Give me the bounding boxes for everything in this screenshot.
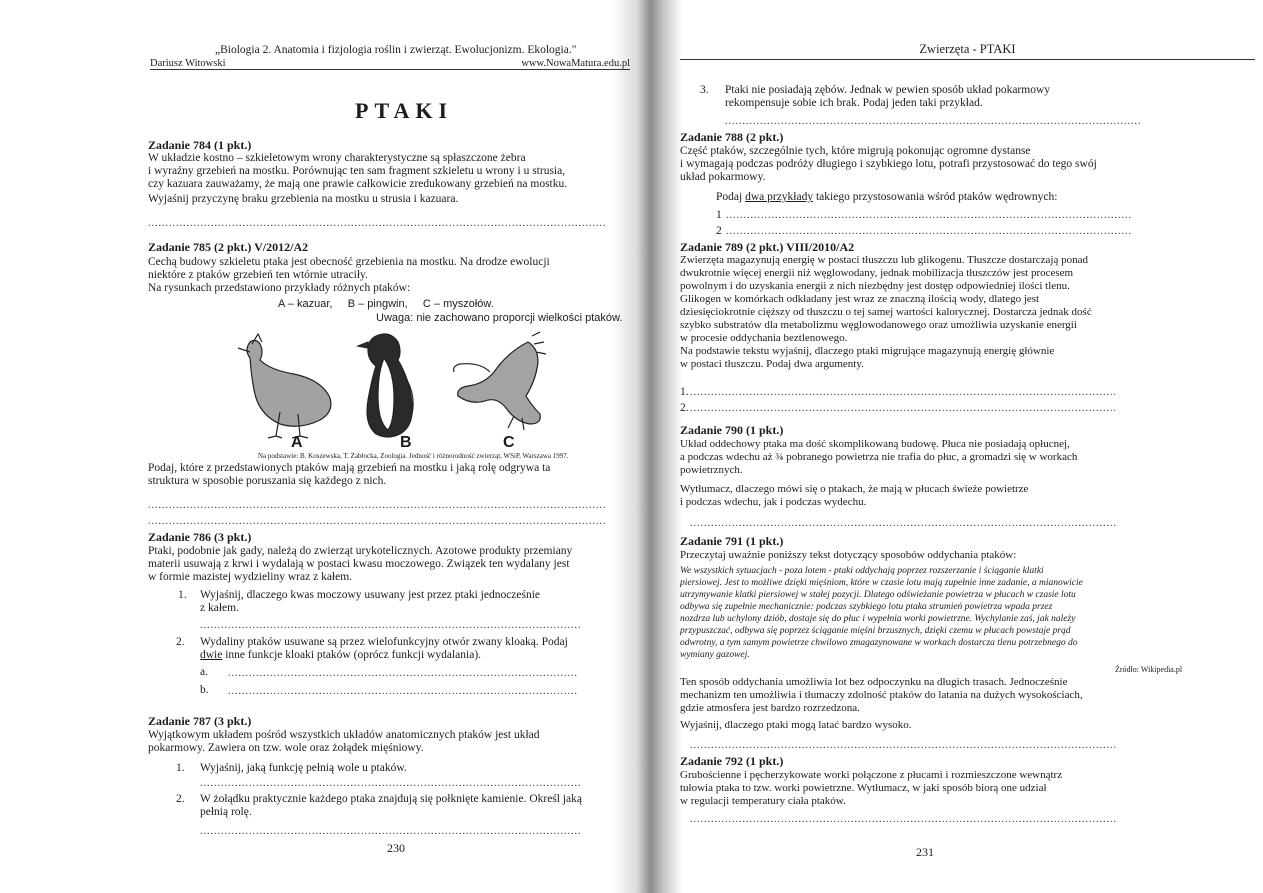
answer-line[interactable]: .......................................................................................................................... — [690, 403, 1117, 414]
penguin-drawing-icon — [358, 334, 413, 437]
answer-line[interactable]: .................................................................................................................... — [726, 226, 1132, 237]
text-line: Ptaki, podobnie jak gady, należą do zwierząt urykotelicznych. Azotowe produkty przemiany — [148, 545, 573, 557]
text-line: powolnym i do uzyskania energii z nich niezbędny jest dostęp odpowiedniej ilości tlenu. — [680, 280, 1070, 292]
underlined-phrase: dwa przykłady — [745, 191, 814, 203]
task-788-question — [716, 191, 1057, 204]
text-line: W żołądku praktycznie każdego ptaka znajdują się połknięte kamienie. Określ jaką — [200, 793, 583, 805]
text-line: pokarmowy. Zawiera on tzw. wole oraz żołądek mięśniowy. — [148, 742, 424, 754]
text-line: materii usuwają z krwi i wydalają w postaci kwasu moczowego. Związek ten wydalany jest — [148, 558, 570, 570]
task-791-intro: Przeczytaj uważnie poniższy tekst dotyczący sposobów oddychania ptaków: — [680, 549, 1017, 561]
quote-source: Źródło: Wikipedia.pl — [1115, 665, 1183, 674]
text-line: w procesie oddychania beztlenowego. — [680, 332, 848, 344]
answer-line[interactable]: ................................................................................................................................... — [148, 218, 607, 229]
birds-figure — [228, 328, 558, 440]
task-787-q2 — [200, 793, 620, 819]
answer-line[interactable]: .......................................................................................................................... — [690, 518, 1117, 529]
text-line: szybko substratów dla metabolizmu węglowodanowego oraz umożliwia uzyskanie energii — [680, 319, 1077, 331]
text-line: z kałem. — [200, 602, 239, 614]
text-line: Wyjaśnij przyczynę braku grzebienia na mostku u strusia i kazuara. — [148, 193, 459, 205]
answer-line[interactable]: .................................................................................................... — [228, 668, 578, 679]
answer-line[interactable]: .......................................................................................................................... — [690, 740, 1117, 751]
answer-label-b: b. — [200, 684, 209, 696]
text-line: Wyjaśnij, dlaczego kwas moczowy usuwany jest przez ptaki jednocześnie — [200, 589, 541, 601]
answer-line[interactable]: ............................................................................................................. — [200, 620, 582, 631]
task-786-q1 — [200, 589, 620, 615]
text-line: rekompensuje sobie ich brak. Podaj jeden taki przykład. — [725, 97, 983, 109]
task-785-question — [148, 462, 623, 488]
task-787-q3 — [725, 84, 1180, 110]
right-header: Zwierzęta - PTAKI — [680, 42, 1255, 60]
task-788-text — [680, 145, 1178, 184]
answer-line[interactable]: ................................................................................................................................... — [148, 500, 607, 511]
task-786-heading: Zadanie 786 (3 pkt.) — [148, 530, 252, 544]
cassowary-drawing-icon — [238, 334, 331, 438]
answer-line[interactable]: ............................................................................................................. — [200, 778, 582, 789]
text-span: takiego przystosowania wśród ptaków wędrownych: — [813, 191, 1058, 203]
text-line: czy kazuara zauważamy, że mają one prawie całkowicie zredukowany grzebień na mostku. — [148, 178, 568, 190]
text-line: w formie mazistej wydzieliny wraz z kałem. — [148, 571, 353, 583]
task-787-q1: Wyjaśnij, jaką funkcję pełnią wole u ptaków. — [200, 762, 407, 774]
q-number: 2. — [176, 636, 185, 648]
page-number: 230 — [387, 841, 405, 855]
task-791-quote — [680, 565, 1178, 661]
answer-line[interactable]: .................................................................................................................... — [726, 210, 1132, 221]
bird-legend: A – kazuar, B – pingwin, C – myszołów. — [278, 298, 494, 310]
text-line: Glikogen w komórkach odkładany jest wraz ze znaczną ilością wody, dlatego jest — [680, 293, 1040, 305]
task-784-text — [148, 152, 623, 206]
answer-number-2: 2. — [680, 402, 689, 414]
answer-line[interactable]: .......................................................................................................................... — [690, 387, 1117, 398]
proportion-note: Uwaga: nie zachowano proporcji wielkości ptaków. — [376, 312, 623, 324]
quote-line: utrzymywanie klatki piersiowej w stałej pozycji. Dlatego odświeżanie powietrza w płucach w czasie lotu — [680, 590, 1076, 600]
text-line: Grubościenne i pęcherzykowate worki połączone z płucami i rozmieszczone wewnątrz — [680, 769, 1063, 781]
text-line — [200, 649, 620, 662]
text-line: gdzie atmosfera jest bardzo rozrzedzona. — [680, 702, 860, 714]
text-span: inne funkcje kloaki ptaków (oprócz funkcji wydalania). — [222, 649, 482, 661]
text-line: powietrznych. — [680, 464, 743, 476]
q-number: 1. — [178, 589, 187, 601]
label-b: B — [400, 434, 412, 451]
label-c: C — [503, 434, 515, 451]
answer-line[interactable]: ................................................................................................................................... — [148, 516, 607, 527]
quote-line: piersiowej. Jest to możliwe dzięki mięśniom, które w czasie lotu mają zupełnie inne zadanie, a mianowicie — [680, 578, 1083, 588]
task-788-heading: Zadanie 788 (2 pkt.) — [680, 130, 784, 144]
text-line: Wyjątkowym układem pośród wszystkich układów anatomicznych ptaków jest układ — [148, 729, 540, 741]
page-number: 231 — [916, 845, 934, 859]
text-line: Układ oddechowy ptaka ma dość skomplikowaną budowę. Płuca nie posiadają opłucnej, — [680, 438, 1070, 450]
task-791-text — [680, 676, 1178, 732]
text-line: i wyraźny grzebień na mostku. Porównując ten sam fragment szkieletu u wrony i u strusia, — [148, 165, 566, 177]
task-791-heading: Zadanie 791 (1 pkt.) — [680, 534, 784, 548]
answer-line[interactable]: .......................................................................................................................... — [690, 814, 1117, 825]
header-author-line — [150, 58, 630, 70]
text-line: Podaj, które z przedstawionych ptaków mają grzebień na mostku i jaką rolę odgrywa ta — [148, 462, 551, 474]
answer-number-1: 1. — [680, 386, 689, 398]
buzzard-drawing-icon — [454, 332, 546, 430]
text-line: Wytłumacz, dlaczego mówi się o ptakach, że mają w płucach świeże powietrze — [680, 483, 1029, 495]
text-line: i wymagają podczas podróży długiego i szybkiego lotu, potrafi przystosować do tego swój — [680, 158, 1097, 170]
answer-line[interactable]: ....................................................................................................................... — [725, 116, 1142, 127]
q-number: 1. — [176, 762, 185, 774]
quote-line: We wszystkich sytuacjach - poza lotem - ptaki oddychają poprzez rozszerzanie i ściąganie klatki — [680, 566, 1044, 576]
header-book-title: „Biologia 2. Anatomia i fizjologia roślin i zwierząt. Ewolucjonizm. Ekologia." — [215, 44, 577, 56]
text-line: pełnią rolę. — [200, 806, 252, 818]
text-line: struktura w sposobie poruszania się każdego z nich. — [148, 475, 387, 487]
answer-label-a: a. — [200, 666, 208, 678]
underlined-word: dwie — [200, 649, 223, 661]
text-line: i podczas wdechu, jak i podczas wydechu. — [680, 496, 867, 508]
quote-line: nozdrza lub uchylony dziób, dostaje się do płuc i wypełnia worki powietrzne. Wychylanie zaś, jak należy — [680, 614, 1076, 624]
task-786-q2 — [200, 636, 620, 662]
text-line: dziesięciokrotnie cięższy od tłuszczu o tej samej wartości kalorycznej. Dostarcza jednak dość — [680, 306, 1092, 318]
text-line: mechanizm ten umożliwia i tłumaczy zdolność ptaków do latania na dużych wysokościach, — [680, 689, 1083, 701]
text-line: Wydaliny ptaków usuwane są przez wielofunkcyjny otwór zwany kloaką. Podaj — [200, 636, 568, 648]
text-line: Na rysunkach przedstawiono przykłady różnych ptaków: — [148, 282, 411, 294]
task-792-heading: Zadanie 792 (1 pkt.) — [680, 754, 784, 768]
task-786-text — [148, 545, 623, 584]
text-line: Wyjaśnij, dlaczego ptaki mogą latać bardzo wysoko. — [680, 719, 912, 731]
answer-line[interactable]: ............................................................................................................. — [200, 826, 582, 837]
text-line: układ pokarmowy. — [680, 171, 766, 183]
q-number: 3. — [700, 84, 709, 96]
q-number: 2. — [176, 793, 185, 805]
header-url[interactable]: www.NowaMatura.edu.pl — [521, 58, 630, 69]
text-line: W układzie kostno – szkieletowym wrony charakterystyczne są spłaszczone żebra — [148, 152, 526, 164]
task-792-text — [680, 769, 1178, 808]
text-line: Ten sposób oddychania umożliwia lot bez odpoczynku na długich trasach. Jednocześnie — [680, 676, 1068, 688]
task-785-heading: Zadanie 785 (2 pkt.) V/2012/A2 — [148, 240, 309, 254]
text-line: tułowia ptaka to tzw. worki powietrzne. Wytłumacz, w jaki sposób biorą one udział — [680, 782, 1047, 794]
answer-number-2: 2 — [716, 225, 722, 237]
quote-line: wymiany gazowej. — [680, 650, 750, 660]
text-line: Zwierzęta magazynują energię w postaci tłuszczu lub glikogenu. Tłuszcze dostarczają ponad — [680, 254, 1088, 266]
task-787-heading: Zadanie 787 (3 pkt.) — [148, 714, 252, 728]
text-line: Ptaki nie posiadają zębów. Jednak w pewien sposób układ pokarmowy — [725, 84, 1051, 96]
answer-line[interactable]: .................................................................................................... — [228, 686, 578, 697]
label-a: A — [291, 434, 303, 451]
quote-line: przypuszczać, odbywa się poprzez ściąganie mięśni brzusznych, dzięki czemu w płucach powstaje prąd — [680, 626, 1071, 636]
task-790-heading: Zadanie 790 (1 pkt.) — [680, 423, 784, 437]
text-line: Cechą budowy szkieletu ptaka jest obecność grzebienia na mostku. Na drodze ewolucji — [148, 256, 550, 268]
answer-number-1: 1 — [716, 209, 722, 221]
page-title: PTAKI — [355, 98, 454, 123]
text-line: niektóre z ptaków grzebień ten wtórnie utraciły. — [148, 269, 368, 281]
text-line: w regulacji temperatury ciała ptaków. — [680, 795, 846, 807]
text-line: dwukrotnie więcej energii niż węglowodany, jednak mobilizacja tłuszczów jest procesem — [680, 267, 1074, 279]
task-785-text — [148, 256, 623, 295]
text-line: a podczas wdechu aż ¾ pobranego powietrza nie trafia do płuc, a gromadzi się w workach — [680, 451, 1078, 463]
text-line: Część ptaków, szczególnie tych, które migrują pokonując ogromne dystanse — [680, 145, 1031, 157]
header-author: Dariusz Witowski — [150, 58, 226, 69]
text-line: Na podstawie tekstu wyjaśnij, dlaczego ptaki migrujące magazynują energię głównie — [680, 345, 1055, 357]
task-784-heading: Zadanie 784 (1 pkt.) — [148, 138, 252, 152]
quote-line: odbywa się zupełnie mechanicznie: podczas szybkiego lotu ptaka strumień powietrza wpada przez — [680, 602, 1053, 612]
task-790-text — [680, 438, 1178, 509]
task-789-heading: Zadanie 789 (2 pkt.) VIII/2010/A2 — [680, 240, 855, 254]
text-span: Podaj — [716, 191, 746, 203]
task-787-text — [148, 729, 623, 755]
task-789-text — [680, 254, 1178, 371]
text-line: w postaci tłuszczu. Podaj dwa argumenty. — [680, 358, 864, 370]
quote-line: odwrotny, a tym samym powietrze chwilowo zmagazynowane w workach dostarcza tlenu potrzebnego do — [680, 638, 1078, 648]
figure-source: Na podstawie: B. Koszewska, T. Zabłocka, Zoologia. Jedność i różnorodność zwierząt, WSiP, Warszawa 1997. — [258, 452, 569, 460]
